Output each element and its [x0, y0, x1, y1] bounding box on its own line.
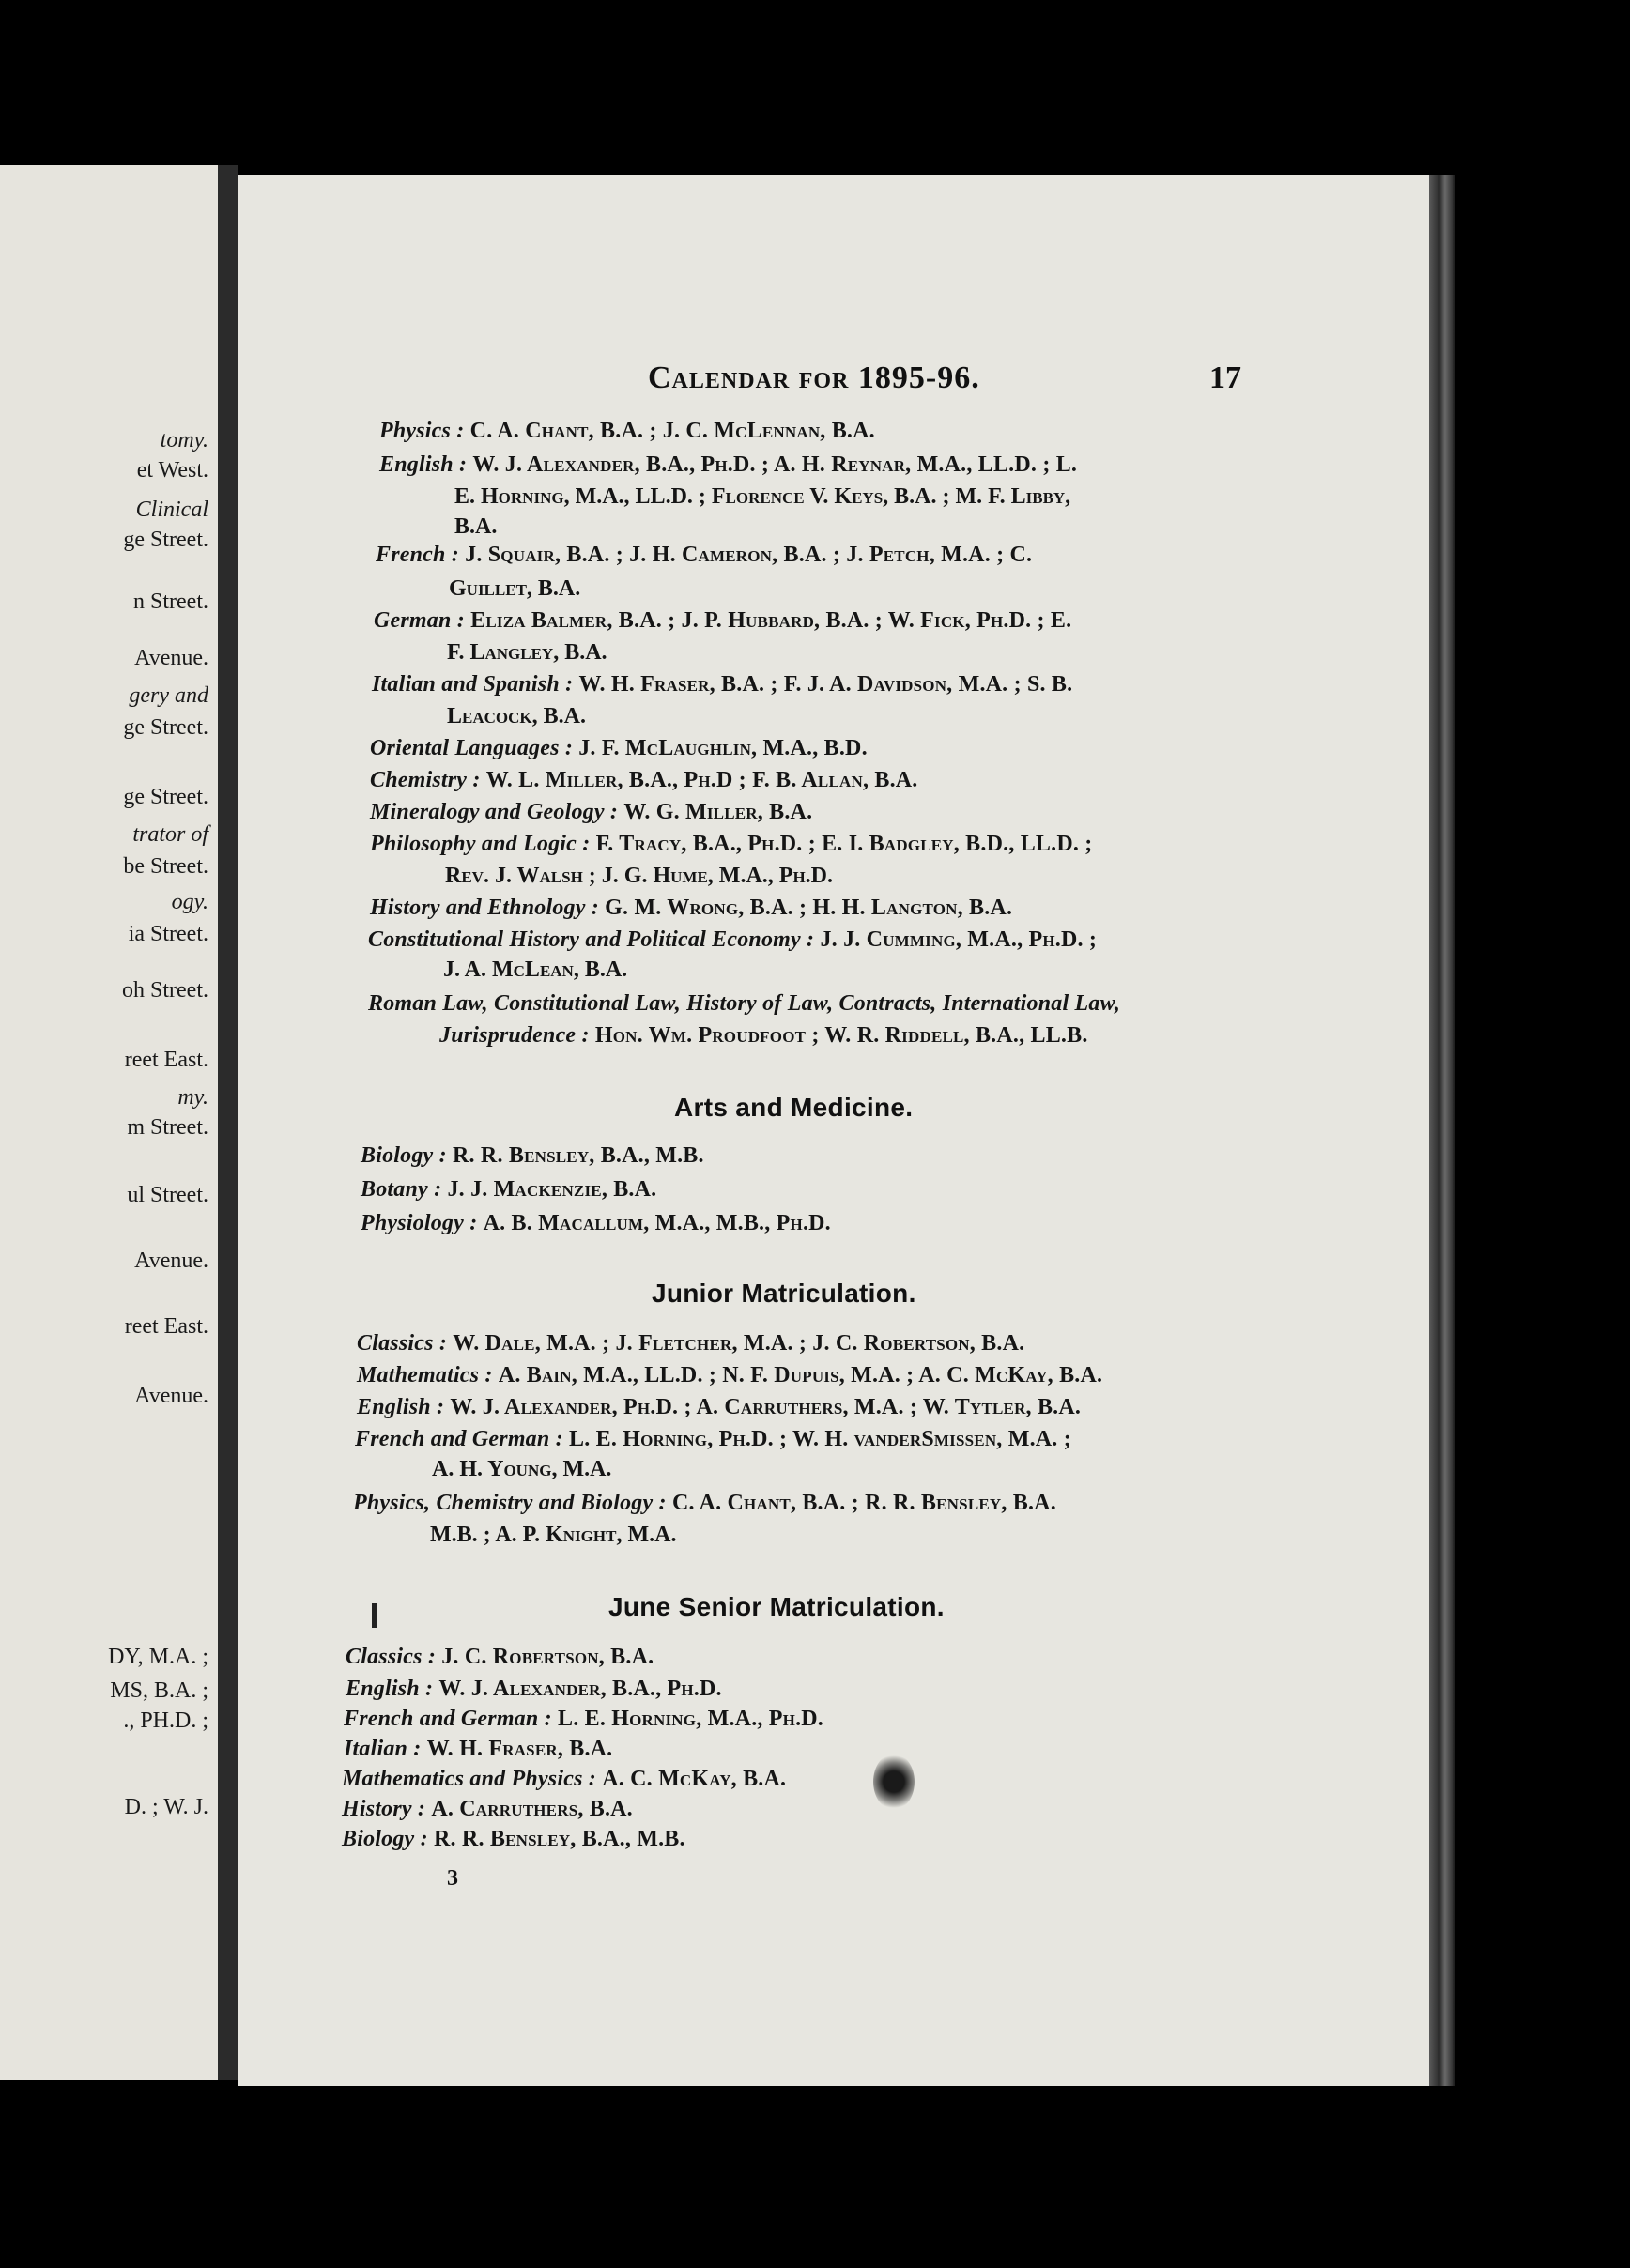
continuation-line: Guillet, B.A. [449, 576, 581, 601]
continuation-line: Leacock, B.A. [447, 704, 586, 728]
page-edge [1429, 175, 1455, 2086]
subject-label: Mathematics and Physics : [342, 1767, 597, 1791]
faculty-entry [370, 736, 868, 761]
subject-label: English : [379, 452, 468, 477]
left-fragment: ., PH.D. ; [123, 1709, 208, 1733]
subject-label: Physiology : [361, 1211, 478, 1235]
faculty-names: W. H. Fraser, B.A. ; F. J. A. Davidson, M.A. ; S. B. [578, 672, 1073, 697]
subject-label: History and Ethnology : [370, 896, 599, 920]
faculty-entry [342, 1797, 633, 1822]
book-gutter [218, 165, 238, 2080]
faculty-names: C. A. Chant, B.A. ; J. C. McLennan, B.A. [469, 419, 875, 443]
faculty-names: A. Bain, M.A., LL.D. ; N. F. Dupuis, M.A. ; A. C. McKay, B.A. [498, 1363, 1103, 1387]
subject-label: Botany : [361, 1177, 442, 1202]
left-fragment: Avenue. [134, 1249, 208, 1273]
subject-label: Classics : [346, 1645, 437, 1669]
left-fragment: DY, M.A. ; [108, 1645, 208, 1669]
signature-mark: 3 [447, 1866, 458, 1891]
section-title: Arts and Medicine. [674, 1093, 914, 1122]
subject-label: Mathematics : [357, 1363, 493, 1387]
faculty-names: Eliza Balmer, B.A. ; J. P. Hubbard, B.A. ; W. Fick, Ph.D. ; E. [470, 608, 1072, 633]
left-fragment: oh Street. [122, 978, 208, 1003]
faculty-names: G. M. Wrong, B.A. ; H. H. Langton, B.A. [605, 896, 1013, 920]
ink-smudge [873, 1754, 915, 1810]
left-fragment: tomy. [160, 428, 208, 452]
faculty-names: R. R. Bensley, B.A., M.B. [453, 1143, 704, 1168]
left-fragment: Clinical [135, 498, 208, 522]
faculty-entry [368, 927, 1097, 953]
subject-label: Roman Law, Constitutional Law, History of Law, Contracts, International Law, [368, 991, 1121, 1016]
faculty-names: W. G. Miller, B.A. [623, 800, 813, 824]
page-number: 17 [1209, 360, 1241, 395]
faculty-names: L. E. Horning, Ph.D. ; W. H. vanderSmissen, M.A. ; [569, 1427, 1071, 1451]
faculty-names: J. F. McLaughlin, M.A., B.D. [578, 736, 868, 760]
faculty-names: W. J. Alexander, B.A., Ph.D. ; A. H. Reynar, M.A., LL.D. ; L. [472, 452, 1078, 477]
faculty-entry [344, 1707, 823, 1732]
faculty-names: A. Carruthers, B.A. [431, 1797, 633, 1821]
faculty-entry [372, 672, 1072, 697]
faculty-names: J. Squair, B.A. ; J. H. Cameron, B.A. ; J. Petch, M.A. ; C. [465, 543, 1033, 567]
faculty-entry [370, 832, 1092, 857]
left-fragment: D. ; W. J. [124, 1795, 208, 1819]
faculty-entry [376, 543, 1032, 568]
subject-label: Italian : [344, 1737, 422, 1761]
left-fragment: m Street. [127, 1115, 208, 1140]
subject-label: Physics, Chemistry and Biology : [353, 1491, 667, 1515]
section-title: June Senior Matriculation. [608, 1592, 945, 1621]
subject-label: Biology : [342, 1827, 428, 1851]
faculty-names: W. J. Alexander, Ph.D. ; A. Carruthers, M.A. ; W. Tytler, B.A. [450, 1395, 1082, 1419]
faculty-names: W. Dale, M.A. ; J. Fletcher, M.A. ; J. C. Robertson, B.A. [453, 1331, 1025, 1356]
continuation-line: M.B. ; A. P. Knight, M.A. [430, 1523, 677, 1547]
faculty-entry [344, 1737, 612, 1762]
subject-label: History : [342, 1797, 426, 1821]
faculty-entry [370, 768, 918, 793]
subject-label: Biology : [361, 1143, 447, 1168]
faculty-entry [346, 1645, 654, 1670]
faculty-entry [361, 1143, 704, 1169]
faculty-names: Hon. Wm. Proudfoot ; W. R. Riddell, B.A., LL.B. [594, 1023, 1088, 1048]
faculty-entry [379, 452, 1077, 478]
continuation-line: E. Horning, M.A., LL.D. ; Florence V. Keys, B.A. ; M. F. Libby, [454, 484, 1071, 509]
faculty-names: J. J. Cumming, M.A., Ph.D. ; [820, 927, 1098, 952]
continuation-line: F. Langley, B.A. [447, 640, 607, 665]
faculty-entry [361, 1177, 656, 1203]
subject-label: French : [376, 543, 459, 567]
faculty-entry [374, 608, 1071, 634]
faculty-names: A. B. Macallum, M.A., M.B., Ph.D. [483, 1211, 831, 1235]
subject-label: Mineralogy and Geology : [370, 800, 619, 824]
left-fragment: n Street. [133, 590, 208, 614]
faculty-names: A. C. McKay, B.A. [602, 1767, 787, 1791]
subject-label: Constitutional History and Political Economy : [368, 927, 815, 952]
faculty-names: J. C. Robertson, B.A. [441, 1645, 654, 1669]
subject-label: French and German : [355, 1427, 563, 1451]
faculty-entry [353, 1491, 1056, 1516]
continuation-line: J. A. McLean, B.A. [443, 958, 628, 982]
left-fragment: gery and [129, 683, 208, 708]
faculty-names: R. R. Bensley, B.A., M.B. [434, 1827, 685, 1851]
faculty-entry [346, 1677, 722, 1702]
faculty-names: F. Tracy, B.A., Ph.D. ; E. I. Badgley, B.D., LL.D. ; [595, 832, 1093, 856]
faculty-names: J. J. Mackenzie, B.A. [447, 1177, 657, 1202]
subject-label: Philosophy and Logic : [370, 832, 591, 856]
left-fragment: ul Street. [127, 1183, 208, 1207]
subject-label: Jurisprudence : [439, 1023, 590, 1048]
continuation-line: B.A. [454, 514, 498, 539]
faculty-entry [361, 1211, 831, 1236]
faculty-names: L. E. Horning, M.A., Ph.D. [558, 1707, 824, 1731]
left-fragment: ogy. [171, 890, 208, 914]
faculty-entry [368, 991, 1120, 1017]
faculty-entry [357, 1395, 1081, 1420]
left-fragment: ge Street. [123, 785, 208, 809]
subject-label: Chemistry : [370, 768, 481, 792]
left-fragment: Avenue. [134, 646, 208, 670]
faculty-entry [342, 1767, 786, 1792]
left-fragment: trator of [132, 822, 208, 847]
ink-mark [372, 1603, 377, 1628]
subject-label: Italian and Spanish : [372, 672, 574, 697]
left-fragment: reet East. [124, 1048, 208, 1072]
subject-label: Physics : [379, 419, 465, 443]
faculty-entry [355, 1427, 1071, 1452]
faculty-names: C. A. Chant, B.A. ; R. R. Bensley, B.A. [671, 1491, 1056, 1515]
continuation-line: Rev. J. Walsh ; J. G. Hume, M.A., Ph.D. [445, 864, 833, 888]
subject-label: French and German : [344, 1707, 552, 1731]
faculty-entry [370, 800, 812, 825]
running-head: Calendar for 1895-96. [648, 360, 980, 395]
subject-label: English : [346, 1677, 434, 1701]
left-fragment: MS, B.A. ; [110, 1678, 208, 1703]
left-fragment: Avenue. [134, 1384, 208, 1408]
left-page [0, 165, 218, 2080]
left-fragment: ge Street. [123, 715, 208, 740]
faculty-names: W. H. Fraser, B.A. [426, 1737, 613, 1761]
faculty-entry [370, 896, 1012, 921]
subject-label: Classics : [357, 1331, 448, 1356]
faculty-entry [379, 419, 875, 444]
left-fragment: my. [177, 1085, 208, 1110]
subject-label: German : [374, 608, 465, 633]
faculty-entry [342, 1827, 685, 1852]
faculty-names: W. J. Alexander, B.A., Ph.D. [438, 1677, 722, 1701]
left-fragment: et West. [136, 458, 208, 483]
faculty-entry [357, 1363, 1102, 1388]
section-title: Junior Matriculation. [652, 1279, 916, 1308]
faculty-entry [357, 1331, 1024, 1356]
left-fragment: be Street. [123, 854, 208, 879]
left-fragment: ge Street. [123, 528, 208, 552]
left-fragment: reet East. [124, 1314, 208, 1339]
continuation-line: A. H. Young, M.A. [432, 1457, 612, 1481]
faculty-names: W. L. Miller, B.A., Ph.D ; F. B. Allan, B.A. [485, 768, 918, 792]
left-fragment: ia Street. [128, 922, 208, 946]
subject-label: English : [357, 1395, 445, 1419]
subject-label: Oriental Languages : [370, 736, 574, 760]
faculty-entry [439, 1023, 1088, 1049]
